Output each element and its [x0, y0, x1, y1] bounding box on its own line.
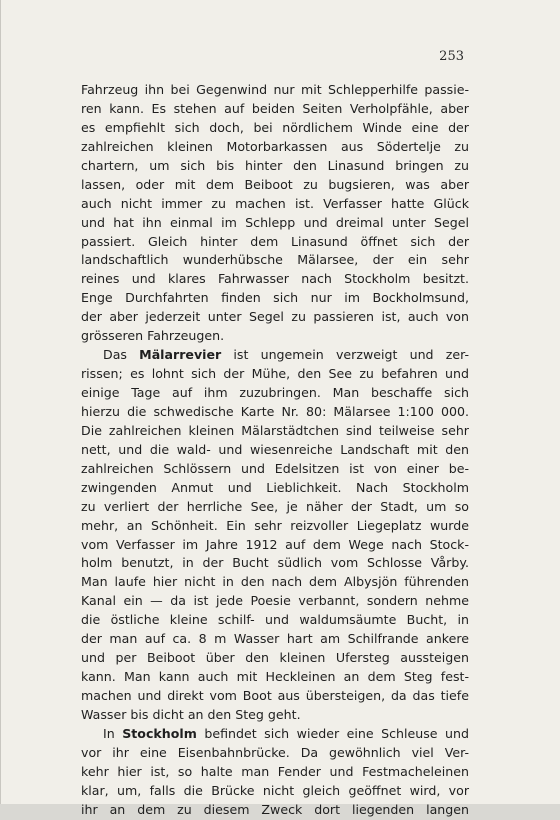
- text-line: die östliche kleine schilf- und waldumsäumte Bucht, in: [81, 612, 469, 628]
- text-line: ihr an dem zu diesem Zweck dort liegenden langen: [81, 801, 469, 817]
- text-line: kehr hier ist, so halte man Fender und Festmacheleinen: [81, 763, 469, 779]
- text-line: kann. Man kann auch mit Heckleinen an dem Steg fest-: [81, 669, 469, 685]
- text-line: Man laufe hier nicht in den nach dem Albysjön führenden: [81, 574, 469, 590]
- text-line: zahlreichen kleinen Motorbarkassen aus Södertelje zu: [81, 138, 469, 154]
- text-segment: Das: [103, 347, 140, 363]
- text-segment: ist ungemein verzweigt und zer-: [221, 347, 470, 363]
- text-line: reines und klares Fahrwasser nach Stockholm besitzt.: [81, 271, 469, 287]
- text-line: Enge Durchfahrten finden sich nur im Bockholmsund,: [81, 290, 469, 306]
- text-line: hierzu die schwedische Karte Nr. 80: Mälarsee 1:100 000.: [81, 403, 469, 419]
- text-line: es empfiehlt sich doch, bei nördlichem Winde eine der: [81, 119, 469, 135]
- text-line: nett, und die wald- und wiesenreiche Landschaft mit den: [81, 441, 469, 457]
- text-line: Kanal ein — da ist jede Poesie verbannt, sondern nehme: [81, 593, 469, 609]
- text-segment: In: [103, 725, 123, 741]
- text-line: rissen; es lohnt sich der Mühe, den See zu befahren und: [81, 366, 469, 382]
- text-line: holm benutzt, in der Bucht südlich vom Schlosse Vårby.: [81, 555, 469, 571]
- text-line: und hat ihn einmal im Schlepp und dreimal unter Segel: [81, 214, 469, 230]
- body-text: [81, 81, 469, 820]
- text-line: einige Tage auf ihm zuzubringen. Man beschaffe sich: [81, 385, 469, 400]
- text-line: [81, 346, 469, 365]
- text-line: grösseren Fahrzeugen.: [81, 328, 225, 344]
- text-line: klar, um, falls die Brücke nicht gleich geöffnet wird, vor: [81, 782, 469, 798]
- text-line: der aber jederzeit unter Segel zu passieren ist, auch von: [81, 309, 469, 325]
- text-line: vor ihr eine Eisenbahnbrücke. Da gewöhnlich viel Ver-: [81, 744, 469, 760]
- text-segment: befindet sich wieder eine Schleuse und: [196, 725, 469, 741]
- text-line: Wasser bis dicht an den Steg geht.: [81, 706, 301, 722]
- text-line: zahlreichen Schlössern und Edelsitzen ist von einer be-: [81, 460, 469, 476]
- text-line: vom Verfasser im Jahre 1912 auf dem Wege nach Stock-: [81, 536, 469, 552]
- text-line: passiert. Gleich hinter dem Linasund öffnet sich der: [81, 233, 469, 249]
- text-line: [81, 725, 469, 744]
- text-line: machen und direkt vom Boot aus übersteigen, da das tiefe: [81, 688, 469, 703]
- bold-term: Mälarrevier: [139, 347, 222, 363]
- text-line: landschaftlich wunderhübsche Mälarsee, der ein sehr: [81, 252, 469, 268]
- text-line: chartern, um sich bis hinter den Linasund bringen zu: [81, 157, 469, 173]
- text-line: und per Beiboot über den kleinen Ufersteg aussteigen: [81, 650, 469, 666]
- text-line: mehr, an Schönheit. Ein sehr reizvoller Liegeplatz wurde: [81, 517, 469, 533]
- text-line: Die zahlreichen kleinen Mälarstädtchen sind teilweise sehr: [81, 422, 469, 438]
- text-line: auch nicht immer zu machen ist. Verfasser hatte Glück: [81, 195, 469, 211]
- text-line: zu verliert der herrliche See, je näher der Stadt, um so: [81, 498, 469, 514]
- page-number: 253: [439, 49, 464, 64]
- text-line: der man auf ca. 8 m Wasser hart am Schilfrande ankere: [81, 631, 469, 647]
- text-line: ren kann. Es stehen auf beiden Seiten Verholpfähle, aber: [81, 100, 469, 116]
- text-line: lassen, oder mit dem Beiboot zu bugsieren, was aber: [81, 176, 469, 192]
- text-line: zwingenden Anmut und Lieblichkeit. Nach Stockholm: [81, 479, 469, 495]
- bold-term: Stockholm: [122, 725, 197, 741]
- text-line: Fahrzeug ihn bei Gegenwind nur mit Schlepperhilfe passie-: [81, 82, 469, 97]
